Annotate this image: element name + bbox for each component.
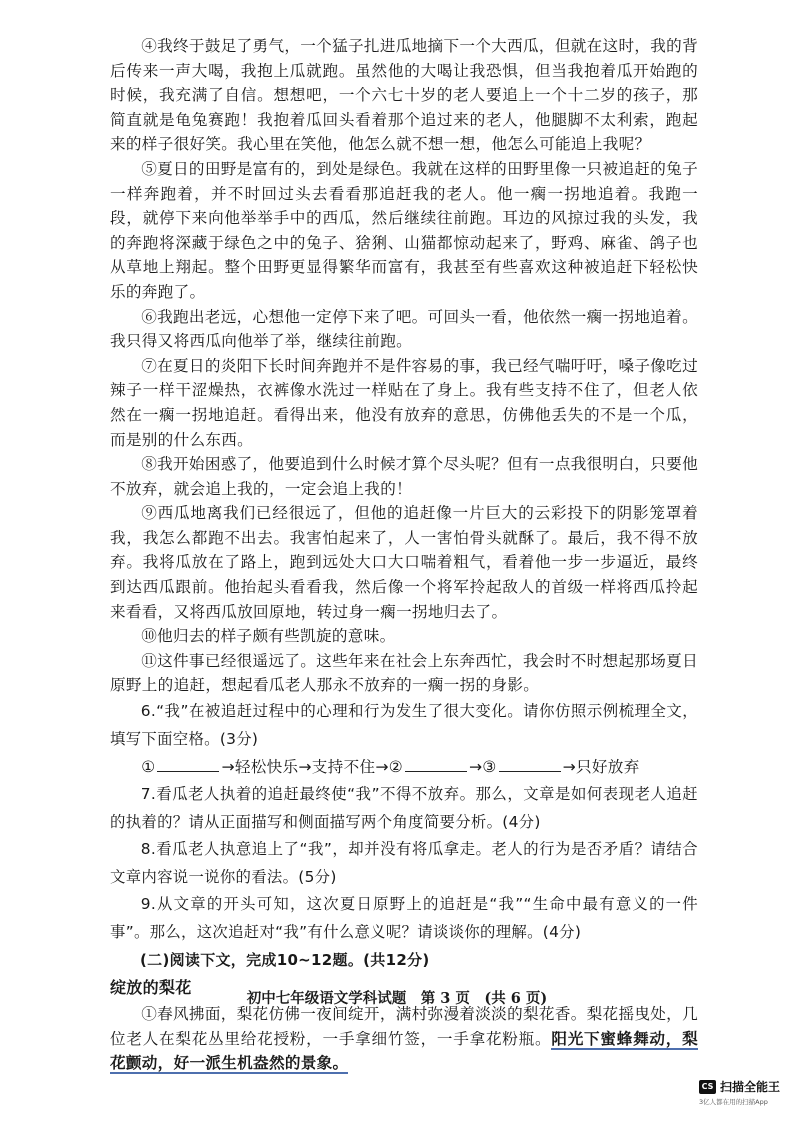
page-footer: 初中七年级语文学科试题 第 3 页 (共 6 页) (246, 990, 548, 1007)
question-6-answer-line (110, 753, 698, 781)
paragraph-8: ⑧我开始困惑了，他要追到什么时候才算个尽头呢？但有一点我很明白，只要他不放弃，就会追上我的，一定会追上我的！ (110, 455, 698, 498)
paragraph-9: ⑨西瓜地离我们已经很远了，但他的追赶像一片巨大的云彩投下的阴影笼罩着我，我怎么都跑不出去。我害怕起来了，人一害怕骨头就酥了。最后，我不得不放弃。我将瓜放在了路上，跑到远处大口大口喘着粗气，看着他一步一步逼近，最终到达西瓜跟前。他抬起头看看我，然后像一个将军拎起敌人的首级一样将西瓜拎起来看看，又将西瓜放回原地，转过身一瘸一拐地归去了。 (110, 504, 698, 621)
paragraph-10: ⑩他归去的样子颇有些凯旋的意味。 (141, 627, 396, 646)
paragraph-7: ⑦在夏日的炎阳下长时间奔跑并不是件容易的事，我已经气喘吁吁，嗓子像吃过辣子一样干涩燥热，衣裤像水洗过一样贴在了身上。我有些支持不住了，但老人依然在一瘸一拐地追赶。看得出来，他没有放弃的意思，仿佛他丢失的不是一个瓜，而是别的什么东西。 (110, 356, 698, 449)
camscanner-logo-icon: CS (699, 1080, 716, 1094)
question-7: 7.看瓜老人执着的追赶最终使“我”不得不放弃。那么，文章是如何表现老人追赶的执着的？请从正面描写和侧面描写两个角度简要分析。(4分) (110, 785, 698, 831)
section-2-heading: (二)阅读下文，完成10~12题。(共12分) (140, 951, 430, 970)
scanner-watermark (699, 1078, 780, 1106)
paragraph-5: ⑤夏日的田野是富有的，到处是绿色。我就在这样的田野里像一只被追赶的兔子一样奔跑着，并不时回过头去看看那追赶我的老人。他一瘸一拐地追着。我跑一段，就停下来向他举举手中的西瓜，然后继续往前跑。耳边的风掠过我的头发，我的奔跑将深藏于绿色之中的兔子、猞猁、山猫都惊动起来了，野鸡、麻雀、鸽子也从草地上翔起。整个田野更显得繁华而富有，我甚至有些喜欢这种被追赶下轻松快乐的奔跑了。 (110, 159, 698, 301)
scanner-tagline: 3亿人都在用的扫描App (698, 1098, 768, 1106)
article-title: 绽放的梨花 (110, 978, 192, 998)
underlined-sentence: 阳光下蜜蜂舞动，梨花颤动，好一派生机盎然的景象。 (110, 1028, 699, 1073)
answer-blank-2[interactable] (405, 757, 467, 772)
paragraph-4: ④我终于鼓足了勇气，一个猛子扎进瓜地摘下一个大西瓜，但就在这时，我的背后传来一声大喝，我抱上瓜就跑。虽然他的大喝让我恐惧，但当我抱着瓜开始跑的时候，我充满了自信。想想吧，一个六七十岁的老人要追上一个十二岁的孩子，那简直就是龟兔赛跑！我抱着瓜回头看着那个追过来的老人，他腿脚不太利索，跑起来的样子很好笑。我心里在笑他，他怎么就不想一想，他怎么可能追上我呢？ (110, 37, 698, 154)
answer-chain-3: →只好放弃 (562, 758, 640, 777)
paragraph-11: ⑪这件事已经很遥远了。这些年来在社会上东奔西忙，我会时不时想起那场夏日原野上的追赶，想起看瓜老人那永不放弃的一瘸一拐的身影。 (110, 651, 698, 695)
answer-chain-2: →③ (469, 758, 497, 777)
question-9: 9.从文章的开头可知，这次夏日原野上的追赶是“我”“生命中最有意义的一件事”。那么，这次追赶对“我”有什么意义呢？请谈谈你的理解。(4分) (110, 895, 698, 941)
scanner-app-name: 扫描全能王 (719, 1080, 780, 1094)
question-8: 8.看瓜老人执意追上了“我”，却并没有将瓜拿走。老人的行为是否矛盾？请结合文章内容说一说你的看法。(5分) (110, 840, 698, 886)
answer-marker-1: ① (141, 758, 156, 777)
exam-page (110, 34, 698, 1076)
answer-blank-1[interactable] (157, 757, 219, 772)
answer-blank-3[interactable] (499, 757, 561, 772)
article-paragraph-1-text: ①春风拂面，梨花仿佛一夜间绽开，满村弥漫着淡淡的梨花香。梨花摇曳处，几位老人在梨花丛里给花授粉，一手拿细竹签，一手拿花粉瓶。 (110, 1005, 698, 1048)
paragraph-6: ⑥我跑出老远，心想他一定停下来了吧。可回头一看，他依然一瘸一拐地追着。我只得又将西瓜向他举了举，继续往前跑。 (110, 307, 698, 351)
article-paragraph-1 (110, 1002, 698, 1076)
answer-chain-1: →轻松快乐→支持不住→② (221, 758, 403, 777)
question-6: 6.“我”在被追赶过程中的心理和行为发生了很大变化。请你仿照示例梳理全文，填写下面空格。(3分) (110, 702, 698, 748)
